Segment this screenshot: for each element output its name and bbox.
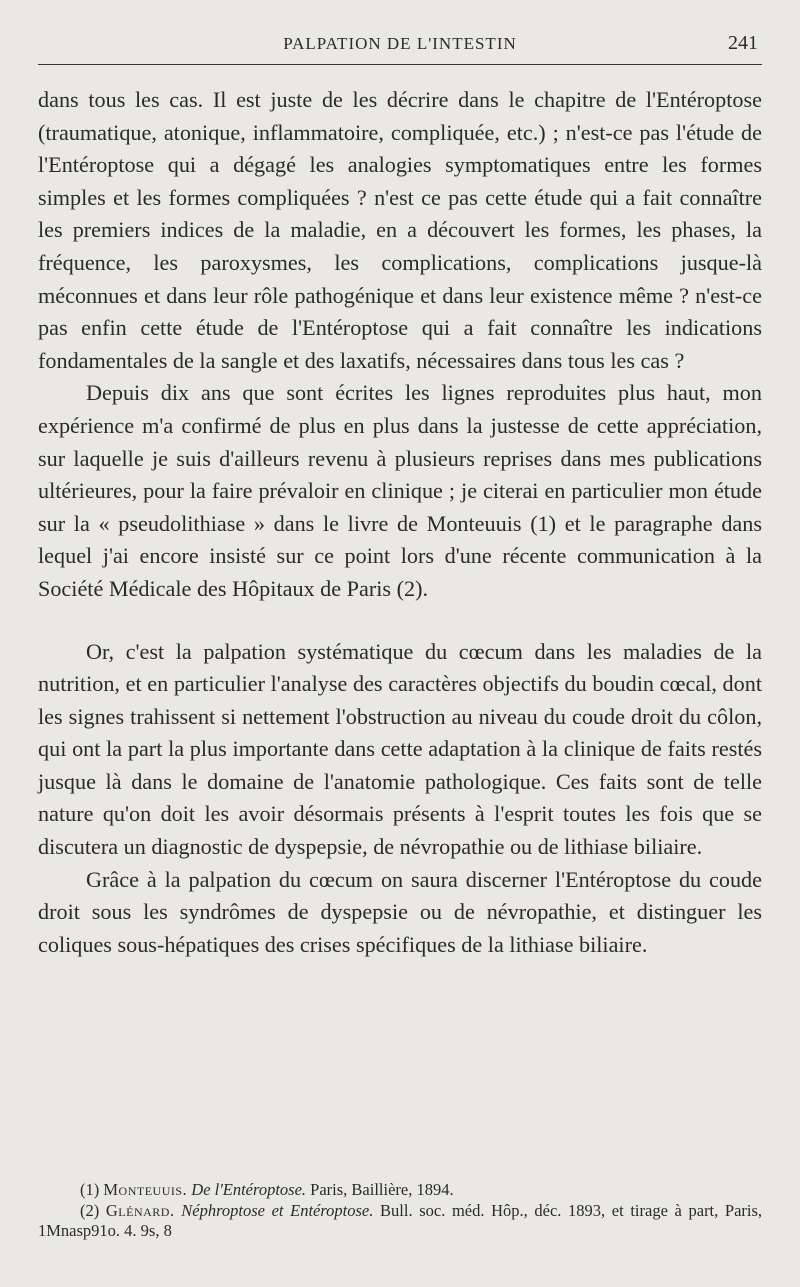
footnote-rest: Bull. soc. méd. Hôp., déc. 1893, et tirage à part, Paris, 1Mnasp91o. 4. 9s, 8 bbox=[38, 1200, 763, 1240]
footnote bbox=[38, 1180, 762, 1201]
paragraph: Or, c'est la palpation systématique du cœcum dans les maladies de la nutrition, et en particulier l'analyse des caractères objectifs du boudin cœcal, dont les signes trahissent si nettement l'obstruction au niveau du coude droit du côlon, qui ont la part la plus importante dans cette adaptation à la clinique de faits restés jusque là dans le domaine de l'anatomie pathologique. Ces faits sont de telle nature qu'on doit les avoir désormais présents à l'esprit toutes les fois que se discutera un diagnostic de dyspepsie, de névropathie ou de lithiase biliaire. bbox=[38, 638, 762, 860]
body-text bbox=[38, 84, 762, 961]
footnote-author: Glénard. bbox=[105, 1200, 175, 1220]
page-number: 241 bbox=[728, 32, 758, 54]
running-head bbox=[38, 32, 762, 58]
header-rule bbox=[38, 64, 762, 65]
footnote-rest: Paris, Baillière, 1894. bbox=[310, 1180, 454, 1199]
paragraph-continued: dans tous les cas. Il est juste de les décrire dans le chapitre de l'Entéroptose (traumatique, atonique, inflammatoire, compliquée, etc.) ; n'est-ce pas l'étude de l'Entéroptose qui a dégagé les analogies symptomatiques entre les formes simples et les formes compliquées ? n'est ce pas cette étude qui a fait connaître les premiers indices de la maladie, en a découvert les formes, les phases, la fréquence, les paroxysmes, les complications, complications jusque-là méconnues et dans leur rôle pathogénique et dans leur existence même ? n'est-ce pas enfin cette étude de l'Entéroptose qui a fait connaître les indications fondamentales de la sangle et des laxatifs, nécessaires dans tous les cas ? bbox=[38, 87, 762, 373]
footnote-author: Monteuuis. bbox=[103, 1180, 188, 1199]
footnote bbox=[38, 1201, 762, 1242]
footnote-title: De l'Entéroptose. bbox=[191, 1180, 307, 1199]
running-title: PALPATION DE L'INTESTIN bbox=[283, 34, 517, 53]
footnote-marker: (1) bbox=[80, 1180, 100, 1199]
footnote-marker: (2) bbox=[80, 1200, 100, 1220]
paragraph: Grâce à la palpation du cœcum on saura discerner l'Entéroptose du coude droit sous les syndrômes de dyspepsie ou de névropathie, et distinguer les coliques sous-hépatiques des crises spécifiques de la lithiase biliaire. bbox=[38, 866, 762, 957]
footnote-title: Néphroptose et Entéroptose. bbox=[181, 1200, 374, 1220]
paragraph: Depuis dix ans que sont écrites les lignes reproduites plus haut, mon expérience m'a confirmé de plus en plus dans la justesse de cette appréciation, sur laquelle je suis d'ailleurs revenu à plusieurs reprises dans mes publications ultérieures, pour la faire prévaloir en clinique ; je citerai en particulier mon étude sur la « pseudolithiase » dans le livre de Monteuuis (1) et le paragraphe dans lequel j'ai encore insisté sur ce point lors d'une récente communication à la Société Médicale des Hôpitaux de Paris (2). bbox=[38, 380, 762, 601]
footnotes bbox=[38, 1180, 762, 1242]
